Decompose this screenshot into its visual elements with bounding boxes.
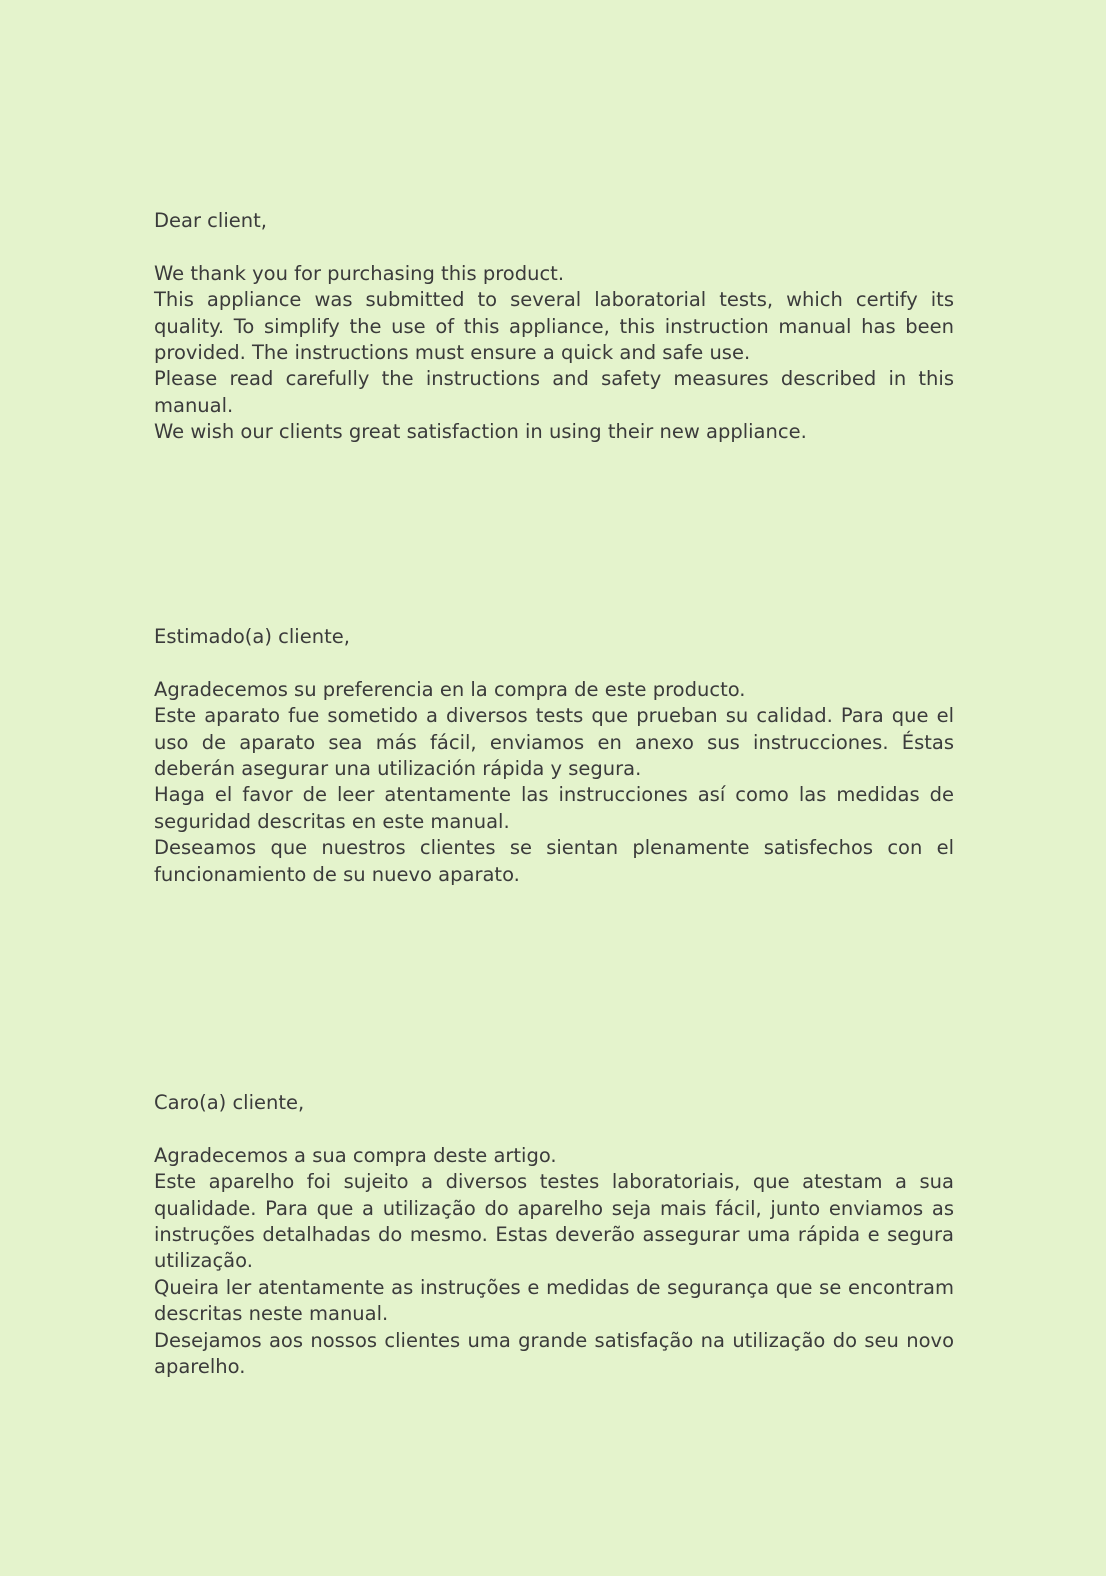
paragraph-read-english: Please read carefully the instructions and safety measures described in this manual. xyxy=(154,367,954,417)
paragraph-wish-portuguese: Desejamos aos nossos clientes uma grande satisfação na utilização do seu novo aparelho. xyxy=(154,1328,954,1379)
letter-portuguese xyxy=(154,1090,954,1380)
letter-spanish xyxy=(154,624,954,888)
greeting-portuguese: Caro(a) cliente, xyxy=(154,1091,305,1114)
paragraph-thanks-portuguese: Agradecemos a sua compra deste artigo. xyxy=(154,1143,557,1167)
letter-english xyxy=(154,208,954,446)
paragraph-tests-english: This appliance was submitted to several laboratorial tests, which certify its quality. To simplify the use of this appliance, this instruction manual has been provided. The instructions must ensure a quick and safe use. xyxy=(154,288,954,365)
paragraph-read-spanish: Haga el favor de leer atentamente las instrucciones así como las medidas de seguridad descritas en este manual. xyxy=(154,783,954,833)
paragraph-thanks-spanish: Agradecemos su preferencia en la compra de este producto. xyxy=(154,677,746,701)
greeting-spanish: Estimado(a) cliente, xyxy=(154,625,350,648)
paragraph-thanks-english: We thank you for purchasing this product. xyxy=(154,261,565,285)
greeting-english: Dear client, xyxy=(154,209,267,232)
paragraph-wish-spanish: Deseamos que nuestros clientes se sientan plenamente satisfechos con el funcionamiento de su nuevo aparato. xyxy=(154,836,954,886)
paragraph-tests-spanish: Este aparato fue sometido a diversos tests que prueban su calidad. Para que el uso de aparato sea más fácil, enviamos en anexo sus instrucciones. Éstas deberán asegurar una utilización rápida y segura. xyxy=(154,704,954,781)
paragraph-tests-portuguese: Este aparelho foi sujeito a diversos testes laboratoriais, que atestam a sua qualidade. Para que a utilização do aparelho seja mais fácil, junto enviamos as instruções detalhadas do mesmo. Estas deverão assegurar uma rápida e segura utilização. xyxy=(154,1170,954,1273)
paragraph-wish-english: We wish our clients great satisfaction in using their new appliance. xyxy=(154,420,807,444)
paragraph-read-portuguese: Queira ler atentamente as instruções e medidas de segurança que se encontram descritas neste manual. xyxy=(154,1275,954,1326)
